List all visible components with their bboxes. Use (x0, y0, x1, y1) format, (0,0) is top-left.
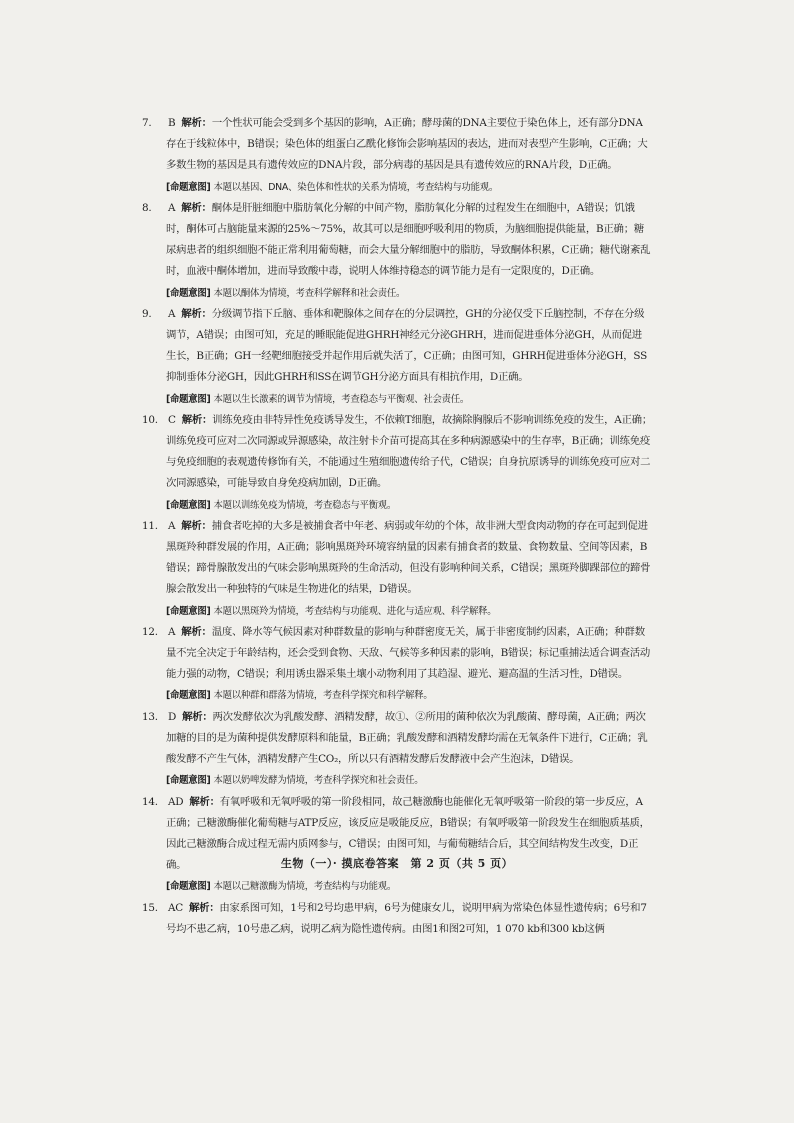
explanation-label: 解析： (188, 901, 220, 914)
intent-text: 本题以奶啤发酵为情境，考查科学探究和社会责任。 (213, 775, 424, 787)
intent-tag: [命题意图] (166, 605, 211, 617)
question-explanation (142, 898, 652, 940)
question-intent (142, 601, 652, 622)
question-explanation (142, 198, 652, 283)
question-explanation (142, 707, 652, 771)
explanation-text: 两次发酵依次为乳酸发酵、酒精发酵，故①、②所用的菌种依次为乳酸菌、酵母菌，A正确；两次加糖的目的是为菌种提供发酵原料和能量，B正确；乳酸发酵和酒精发酵均需在无氧条件下进行，C正确；乳酸发酵不产生气体，酒精发酵产生CO₂，所以只有酒精发酵后发酵液中会产生泡沫，D错误。 (166, 710, 648, 766)
question-number: 14. (142, 795, 158, 808)
intent-text: 本题以酮体为情境，考查科学解释和社会责任。 (213, 287, 406, 299)
intent-text: 本题以黑斑羚为情境，考查结构与功能观、进化与适应观、科学解释。 (213, 605, 497, 617)
question-number: 13. (142, 710, 158, 723)
question-11 (142, 516, 652, 622)
question-number: 9. (142, 307, 152, 320)
question-number: 8. (142, 201, 152, 214)
answer-list (142, 113, 652, 940)
intent-text: 本题以基因、DNA、染色体和性状的关系为情境，考查结构与功能观。 (213, 181, 498, 193)
explanation-label: 解析： (181, 519, 212, 532)
answer-choice: AD (168, 795, 184, 808)
question-7 (142, 113, 652, 198)
intent-tag: [命题意图] (166, 881, 211, 893)
explanation-text: 有氧呼吸和无氧呼吸的第一阶段相同，故己糖激酶也能催化无氧呼吸第一阶段的第一步反应，A正确；己糖激酶催化葡萄糖与ATP反应，该反应是吸能反应，B错误；有氧呼吸第一阶段发生在细胞质基质，因此己糖激酶合成过程无需内质网参与，C错误；由图可知，与葡萄糖结合后，其空间结构发生改变，D正确。 (166, 795, 650, 872)
explanation-text: 分级调节指下丘脑、垂体和靶腺体之间存在的分层调控，GH的分泌仅受下丘脑控制，不存在分级调节，A错误；由图可知，充足的睡眠能促进GHRH神经元分泌GHRH，进而促进垂体分泌GH，从而促进生长，B正确；GH一经靶细胞接受并起作用后就失活了，C正确；由图可知，GHRH促进垂体分泌GH，SS抑制垂体分泌GH，因此GHRH和SS在调节GH分泌方面具有相抗作用，D正确。 (166, 307, 647, 384)
page-footer: 生物（一）· 摸底卷答案 第 2 页（共 5 页） (280, 857, 514, 870)
question-number: 7. (142, 117, 152, 129)
question-10 (142, 410, 652, 516)
question-intent (142, 177, 652, 198)
question-explanation (142, 622, 652, 686)
explanation-label: 解析： (181, 201, 212, 214)
question-intent (142, 495, 652, 516)
intent-tag: [命题意图] (166, 181, 211, 193)
answer-choice: A (168, 519, 176, 532)
answer-choice: B (168, 117, 176, 129)
intent-tag: [命题意图] (166, 393, 211, 405)
question-intent (142, 685, 652, 706)
intent-text: 本题以己糖激酶为情境，考查结构与功能观。 (213, 881, 396, 893)
intent-tag: [命题意图] (166, 499, 211, 511)
question-14 (142, 792, 652, 898)
answer-choice: A (168, 307, 176, 320)
explanation-text: 一个性状可能会受到多个基因的影响，A正确；酵母菌的DNA主要位于染色体上，还有部分DNA存在于线粒体中，B错误；染色体的组蛋白乙酰化修饰会影响基因的表达，进而对表型产生影响，C正确；大多数生物的基因是具有遗传效应的DNA片段，部分病毒的基因是具有遗传效应的RNA片段，D正确。 (166, 117, 648, 172)
explanation-label: 解析： (182, 710, 213, 723)
question-explanation (142, 410, 652, 495)
question-intent (142, 283, 652, 304)
question-intent (142, 876, 652, 897)
intent-text: 本题以训练免疫为情境，考查稳态与平衡观。 (213, 499, 396, 511)
question-explanation (142, 113, 652, 177)
question-number: 11. (142, 519, 158, 532)
explanation-label: 解析： (181, 413, 213, 426)
intent-tag: [命题意图] (166, 690, 211, 702)
intent-tag: [命题意图] (166, 287, 211, 299)
question-number: 10. (142, 413, 158, 426)
question-13 (142, 707, 652, 792)
intent-text: 本题以生长激素的调节为情境，考查稳态与平衡观、社会责任。 (213, 393, 469, 405)
intent-text: 本题以种群和群落为情境，考查科学探究和科学解释。 (213, 690, 433, 702)
question-8 (142, 198, 652, 304)
intent-tag: [命题意图] (166, 775, 211, 787)
answer-choice: A (168, 625, 176, 638)
answer-choice: D (168, 710, 177, 723)
question-15 (142, 898, 652, 940)
answer-choice: AC (168, 901, 183, 914)
explanation-text: 训练免疫由非特异性免疫诱导发生，不依赖T细胞，故摘除胸腺后不影响训练免疫的发生，A正确；训练免疫可应对二次同源或异源感染，故注射卡介苗可提高其在多种病源感染中的生存率，B正确；训练免疫与免疫细胞的表观遗传修饰有关，不能通过生殖细胞遗传给子代，C错误；自身抗原诱导的训练免疫可应对二次同源感染，可能导致自身免疫病加剧，D正确。 (166, 413, 652, 490)
explanation-text: 酮体是肝脏细胞中脂肪氧化分解的中间产物，脂肪氧化分解的过程发生在细胞中，A错误；饥饿时，酮体可占脑能量来源的25%～75%，故其可以是细胞呼吸利用的物质，为脑细胞提供能量，B正确；糖尿病患者的组织细胞不能正常利用葡萄糖，而会大量分解细胞中的脂肪，导致酮体积累，C正确；糖代谢紊乱时，血液中酮体增加，进而导致酸中毒，说明人体维持稳态的调节能力是有一定限度的，D正确。 (166, 201, 651, 278)
question-explanation (142, 516, 652, 601)
explanation-text: 由家系图可知，1号和2号均患甲病，6号为健康女儿，说明甲病为常染色体显性遗传病；6号和7号均不患乙病，10号患乙病，说明乙病为隐性遗传病。由图1和图2可知，1 070 kb和300 kb这俩 (166, 901, 647, 935)
question-intent (142, 389, 652, 410)
question-number: 15. (142, 901, 158, 914)
question-intent (142, 770, 652, 791)
explanation-text: 温度、降水等气候因素对种群数量的影响与种群密度无关，属于非密度制约因素，A正确；种群数量不完全决定于年龄结构，还会受到食物、天敌、气候等多种因素的影响，B错误；标记重捕法适合调查活动能力强的动物，C错误；利用诱虫器采集土壤小动物利用了其趋湿、避光、避高温的生活习性，D错误。 (166, 625, 650, 681)
question-number: 12. (142, 625, 158, 638)
question-explanation (142, 304, 652, 389)
explanation-label: 解析： (189, 795, 220, 808)
answer-choice: C (168, 413, 176, 426)
question-9 (142, 304, 652, 410)
explanation-label: 解析： (181, 117, 212, 129)
explanation-text: 捕食者吃掉的大多是被捕食者中年老、病弱或年幼的个体，故非洲大型食肉动物的存在可起到促进黑斑羚种群发展的作用，A正确；影响黑斑羚环境容纳量的因素有捕食者的数量、食物数量、空间等因素，B错误；蹄骨腺散发出的气味会影响黑斑羚的生命活动，但没有影响种间关系，C错误；黑斑羚脚踝部位的蹄骨腺会散发出一种独特的气味是生物进化的结果，D错误。 (166, 519, 651, 596)
explanation-label: 解析： (181, 307, 212, 320)
question-12 (142, 622, 652, 707)
answer-choice: A (168, 201, 176, 214)
explanation-label: 解析： (181, 625, 212, 638)
